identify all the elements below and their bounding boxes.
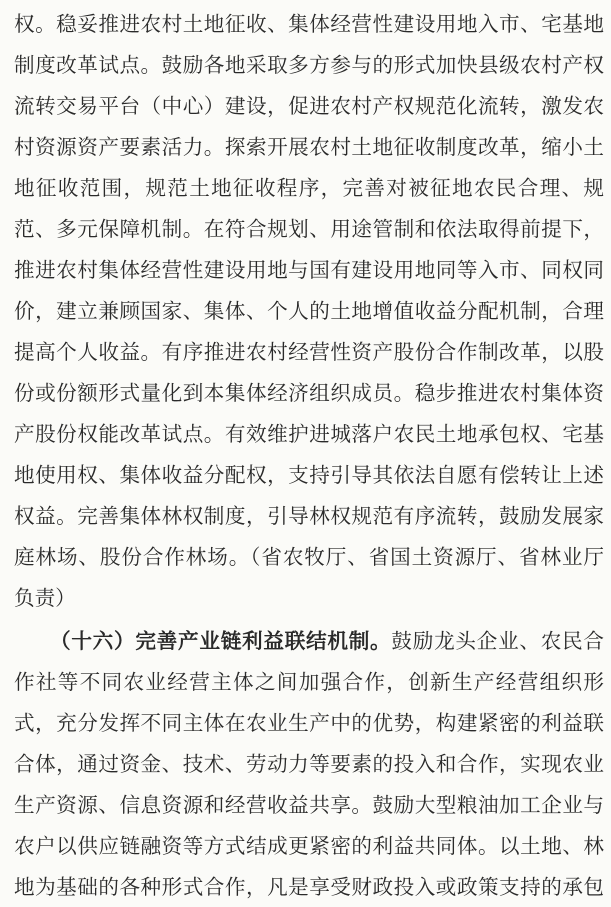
text-line: 村资源资产要素活力。探索开展农村土地征收制度改革，缩小土 <box>14 135 604 159</box>
text-line: 价，建立兼顾国家、集体、个人的土地增值收益分配机制，合理 <box>14 299 604 323</box>
text-line: 农户以供应链融资等方式结成更紧密的利益共同体。以土地、林 <box>14 834 604 858</box>
text-line: 份或份额形式量化到本集体经济组织成员。稳步推进农村集体资 <box>14 381 604 405</box>
text-line: 地征收范围，规范土地征收程序，完善对被征地农民合理、规 <box>14 176 604 200</box>
text-line: 推进农村集体经营性建设用地与国有建设用地同等入市、同权同 <box>14 258 604 282</box>
text-line: 地为基础的各种形式合作，凡是享受财政投入或政策支持的承包 <box>14 875 604 899</box>
text-line: 庭林场、股份合作林场。（省农牧厅、省国土资源厅、省林业厅 <box>14 545 604 569</box>
text-line: 式，充分发挥不同主体在农业生产中的优势，构建紧密的利益联 <box>14 711 604 735</box>
text-line: 负责） <box>14 586 76 610</box>
text-line: 生产资源、信息资源和经营收益共享。鼓励大型粮油加工企业与 <box>14 793 604 817</box>
text-line: 制度改革试点。鼓励各地采取多方参与的形式加快县级农村产权 <box>14 53 604 77</box>
text-line: 范、多元保障机制。在符合规划、用途管制和依法取得前提下， <box>14 217 604 241</box>
text-line: 流转交易平台（中心）建设，促进农村产权规范化流转，激发农 <box>14 94 604 118</box>
section-first-line <box>50 621 604 661</box>
text-line: 合体，通过资金、技术、劳动力等要素的投入和合作，实现农业 <box>14 752 604 776</box>
text-line: 权益。完善集体林权制度，引导林权规范有序流转，鼓励发展家 <box>14 504 604 528</box>
text-line: 权。稳妥推进农村土地征收、集体经营性建设用地入市、宅基地 <box>14 12 604 36</box>
section-heading: （十六）完善产业链利益联结机制。 <box>50 629 392 653</box>
text-line: 提高个人收益。有序推进农村经营性资产股份合作制改革，以股 <box>14 340 604 364</box>
text-line: 产股份权能改革试点。有效维护进城落户农民土地承包权、宅基 <box>14 422 604 446</box>
text-run: 鼓励龙头企业、农民合 <box>391 629 604 653</box>
text-line: 作社等不同农业经营主体之间加强合作，创新生产经营组织形 <box>14 670 604 694</box>
text-line: 地使用权、集体收益分配权，支持引导其依法自愿有偿转让上述 <box>14 463 604 487</box>
